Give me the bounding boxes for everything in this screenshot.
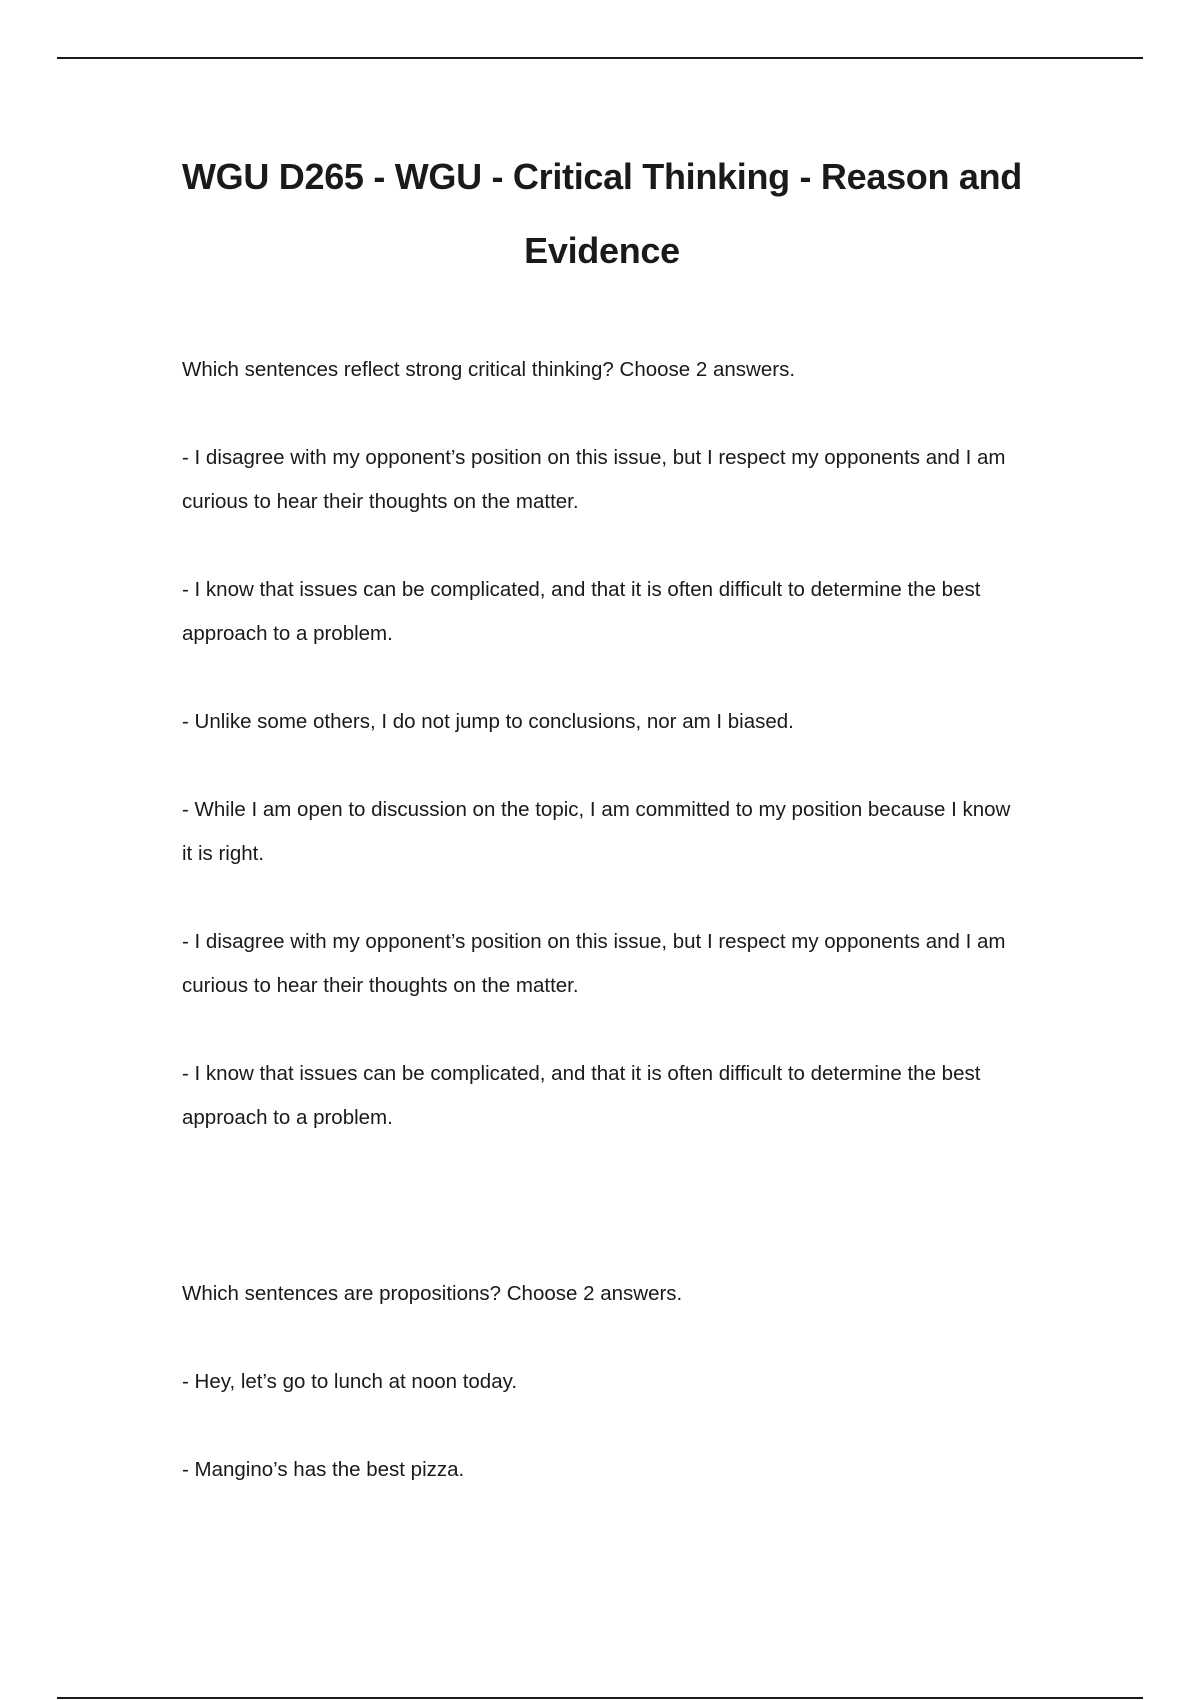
answer-option: - Hey, let’s go to lunch at noon today. (182, 1370, 518, 1393)
answer-option: - I know that issues can be complicated, and that it is often difficult to determine the best approach to a problem. (182, 578, 981, 645)
answer-option: - I disagree with my opponent’s position on this issue, but I respect my opponents and I am curious to hear their thoughts on the matter. (182, 930, 1006, 997)
bottom-rule (57, 1697, 1143, 1699)
answer-option: - Unlike some others, I do not jump to conclusions, nor am I biased. (182, 710, 794, 733)
answer-option: - I know that issues can be complicated, and that it is often difficult to determine the best approach to a problem. (182, 1062, 981, 1129)
question-prompt: Which sentences are propositions? Choose 2 answers. (182, 1282, 683, 1305)
question-1 (182, 348, 1022, 1140)
top-rule (57, 57, 1143, 59)
question-2 (182, 1272, 1022, 1492)
document-page (182, 140, 1022, 1492)
document-title: WGU D265 - WGU - Critical Thinking - Reason and Evidence (182, 156, 1022, 271)
answer-option: - While I am open to discussion on the topic, I am committed to my position because I know it is right. (182, 798, 1011, 865)
answer-option: - I disagree with my opponent’s position on this issue, but I respect my opponents and I am curious to hear their thoughts on the matter. (182, 446, 1006, 513)
answer-option: - Mangino’s has the best pizza. (182, 1458, 465, 1481)
question-prompt: Which sentences reflect strong critical thinking? Choose 2 answers. (182, 358, 796, 381)
